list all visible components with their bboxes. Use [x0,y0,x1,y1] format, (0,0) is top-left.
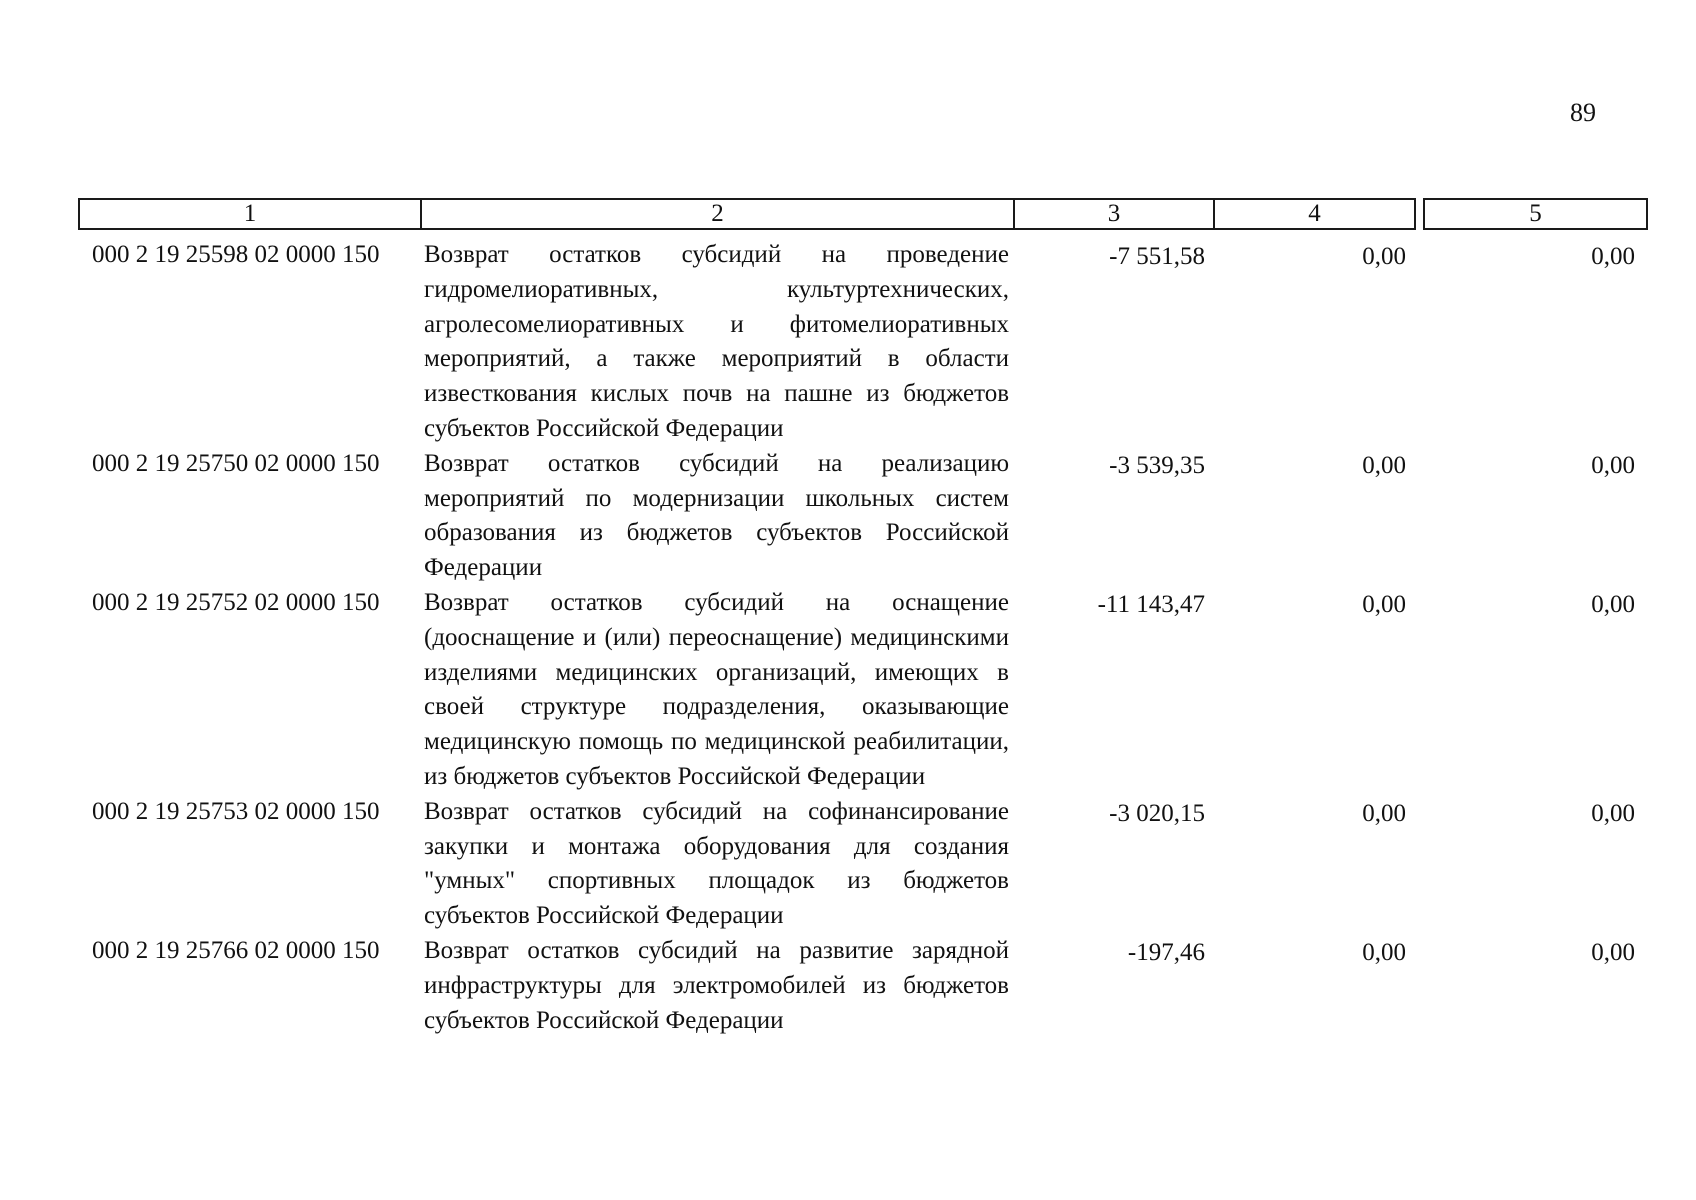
income-name: Возврат остатков субсидий на оснащение (дооснащение и (или) переоснащение) медицинскими изделиями медицинских организаций, имеющих в своей структуре подразделения, оказывающие медицинскую помощь по медицинской реабилитации, из бюджетов субъектов Российской Федерации [424,588,1009,790]
value-col-3: -197,46 [1127,938,1205,966]
value-col-4: 0,00 [1362,451,1406,479]
budget-code: 000 2 19 25752 02 0000 150 [92,588,380,616]
table-body [78,238,1648,1038]
table-row [78,586,1648,795]
value-col-4: 0,00 [1362,590,1406,618]
income-name: Возврат остатков субсидий на развитие зарядной инфраструктуры для электромобилей из бюджетов субъектов Российской Федерации [424,936,1009,1034]
table-header [78,198,1648,230]
page-number: 89 [1570,98,1596,127]
budget-code: 000 2 19 25766 02 0000 150 [92,936,380,964]
value-col-5: 0,00 [1591,799,1635,827]
budget-code: 000 2 19 25598 02 0000 150 [92,241,380,268]
table-row [78,795,1648,934]
table-row [78,447,1648,586]
income-name: Возврат остатков субсидий на проведение гидромелиоративных, культуртехнических, агролесомелиоративных и фитомелиоративных мероприятий, а также мероприятий в области известкования кислых почв на пашне из бюджетов субъектов Российской Федерации [424,241,1009,442]
value-col-5: 0,00 [1591,938,1635,966]
budget-code: 000 2 19 25753 02 0000 150 [92,797,380,825]
value-col-4: 0,00 [1362,243,1406,270]
income-name: Возврат остатков субсидий на софинансирование закупки и монтажа оборудования для создания "умных" спортивных площадок из бюджетов субъектов Российской Федерации [424,797,1009,930]
header-col-5: 5 [1423,198,1648,230]
header-col-3: 3 [1013,198,1215,230]
value-col-5: 0,00 [1591,451,1635,479]
header-col-2: 2 [420,198,1015,230]
header-col-4: 4 [1213,198,1416,230]
table-row [78,934,1648,1038]
header-col-1: 1 [78,198,422,230]
income-name: Возврат остатков субсидий на реализацию мероприятий по модернизации школьных систем образования из бюджетов субъектов Российской Федерации [424,449,1009,582]
value-col-4: 0,00 [1362,938,1406,966]
value-col-5: 0,00 [1591,590,1635,618]
value-col-5: 0,00 [1591,243,1635,270]
value-col-3: -7 551,58 [1109,243,1205,270]
value-col-3: -11 143,47 [1097,590,1205,618]
table-row [78,238,1648,447]
value-col-4: 0,00 [1362,799,1406,827]
budget-code: 000 2 19 25750 02 0000 150 [92,449,380,477]
value-col-3: -3 020,15 [1109,799,1205,827]
value-col-3: -3 539,35 [1109,451,1205,479]
